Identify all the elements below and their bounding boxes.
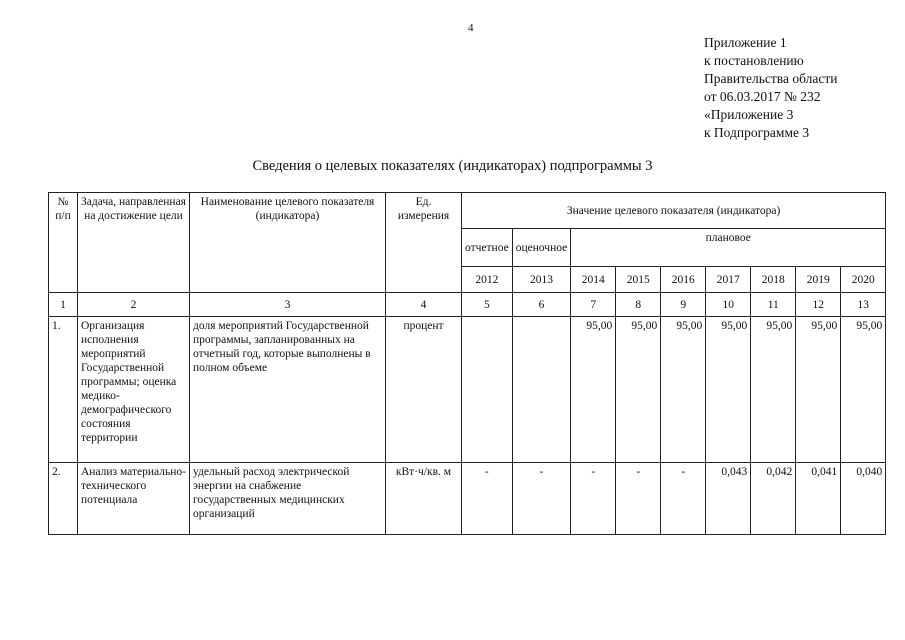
row-value: 0,042: [751, 463, 796, 535]
row-indicator: доля мероприятий Государственной программы, запланированных на отчетный год, которые выполнены в полном объеме: [190, 317, 386, 463]
header-reported: отчетное: [462, 229, 513, 267]
column-number: 4: [386, 293, 462, 317]
header-num: № п/п: [49, 193, 78, 293]
header-year: 2019: [796, 267, 841, 293]
column-number: 12: [796, 293, 841, 317]
row-value: -: [616, 463, 661, 535]
header-year: 2012: [462, 267, 513, 293]
document-title: Сведения о целевых показателях (индикаторах) подпрограммы 3: [252, 158, 653, 174]
row-value: -: [462, 463, 513, 535]
row-unit: кВт·ч/кв. м: [386, 463, 462, 535]
column-number: 6: [512, 293, 571, 317]
table-row: [49, 317, 886, 463]
header-indicator: Наименование целевого показателя (индикатора): [190, 193, 386, 293]
column-number: 10: [706, 293, 751, 317]
header-year: 2017: [706, 267, 751, 293]
appendix-line: Правительства области: [704, 71, 838, 86]
row-value: 95,00: [616, 317, 661, 463]
row-value: -: [571, 463, 616, 535]
row-value: 95,00: [571, 317, 616, 463]
row-task: Организация исполнения мероприятий Государственной программы; оценка медико-демографического состояния территории: [78, 317, 190, 463]
row-unit: процент: [386, 317, 462, 463]
row-value: -: [661, 463, 706, 535]
row-value: 95,00: [661, 317, 706, 463]
appendix-line: Приложение 1: [704, 35, 787, 50]
column-number: 11: [751, 293, 796, 317]
header-year: 2013: [512, 267, 571, 293]
row-value: 0,043: [706, 463, 751, 535]
row-value: 95,00: [841, 317, 886, 463]
header-year: 2018: [751, 267, 796, 293]
header-value: Значение целевого показателя (индикатора): [462, 193, 886, 229]
column-number: 8: [616, 293, 661, 317]
row-task: Анализ материально-технического потенциала: [78, 463, 190, 535]
appendix-line: к постановлению: [704, 53, 804, 68]
row-value: [512, 317, 571, 463]
header-year: 2015: [616, 267, 661, 293]
indicators-table: [48, 192, 886, 535]
appendix-line: «Приложение 3: [704, 107, 794, 122]
appendix-block: [704, 34, 837, 142]
table-row: [49, 463, 886, 535]
column-number: 2: [78, 293, 190, 317]
header-unit: Ед. измерения: [386, 193, 462, 293]
row-value: 95,00: [751, 317, 796, 463]
header-year: 2016: [661, 267, 706, 293]
appendix-line: от 06.03.2017 № 232: [704, 89, 821, 104]
appendix-line: к Подпрограмме 3: [704, 125, 810, 140]
row-value: [462, 317, 513, 463]
header-task: Задача, направленная на достижение цели: [78, 193, 190, 293]
header-year: 2014: [571, 267, 616, 293]
row-value: 95,00: [796, 317, 841, 463]
row-value: 0,041: [796, 463, 841, 535]
column-number: 3: [190, 293, 386, 317]
row-value: 0,040: [841, 463, 886, 535]
row-value: 95,00: [706, 317, 751, 463]
row-indicator: удельный расход электрической энергии на снабжение государственных медицинских организаций: [190, 463, 386, 535]
header-estimated: оценочное: [512, 229, 571, 267]
column-number: 9: [661, 293, 706, 317]
column-number: 1: [49, 293, 78, 317]
row-value: -: [512, 463, 571, 535]
header-row: [49, 193, 886, 229]
column-numbers-row: [49, 293, 886, 317]
row-num: 1.: [49, 317, 78, 463]
page-number: 4: [468, 22, 474, 34]
header-planned: плановое: [571, 229, 886, 267]
column-number: 7: [571, 293, 616, 317]
column-number: 5: [462, 293, 513, 317]
header-year: 2020: [841, 267, 886, 293]
row-num: 2.: [49, 463, 78, 535]
column-number: 13: [841, 293, 886, 317]
